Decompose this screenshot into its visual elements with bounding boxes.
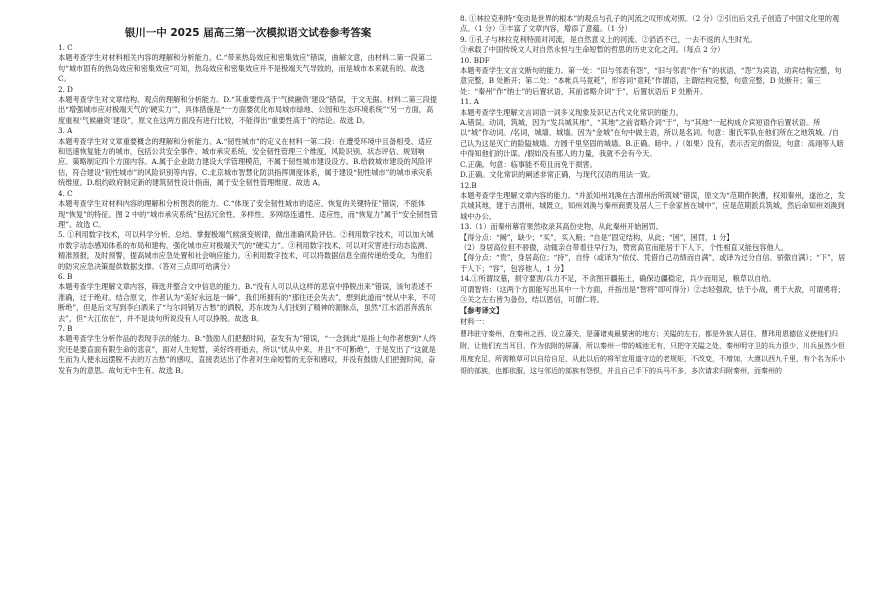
left-answer-line: 1. C bbox=[58, 43, 73, 52]
left-column bbox=[58, 26, 438, 376]
right-paragraph: 材料一： bbox=[460, 316, 489, 326]
right-paragraph: 8. ①林拉克利特“变动是世界的根本”的观点与孔子的河流之叹形成对照。（2 分）②引出后文孔子创造了中国文化里的观点。（1 分）③丰富了文章内容，增添了意蕴。（1 分） bbox=[460, 14, 840, 34]
left-paragraph: 本题考查学生对文章结构、观点的理解和分析能力。D.“其重要性高于‘气候融资’建设”错误，于文无据。材料二第三段提出“增强城市应对极端天气的‘硬实力’”，具体措施是“一方面要优化布局城市绿地、公园和生态环境系统”“另一方面，高度重视‘气候融资’建设”，原文在这两方面没有进行比较，不能得出“重要性高于”的结论。故选 D。 bbox=[58, 95, 438, 125]
left-paragraph: 本题考查学生对材料内容的理解和分析图表的能力。C.“体现了安全韧性城市的适应、恢复的关键特征”错误，不能体现“恢复”的特征。图 2 中的“城市承灾系统”包括冗余性、多样性、多网络连通性、适应性，而“恢复力”属于“安全韧性管理”。故选 C。 bbox=[58, 199, 438, 229]
left-answer-line: 3. A bbox=[58, 126, 73, 136]
right-paragraph: D.正确。文化常识的阐述非常正确，与现代汉语的用法一致。 bbox=[460, 170, 655, 180]
right-paragraph: ③承载了中国传统文人对自然永恒与生命短暂的哲思的历史文化之河。（每点 2 分） bbox=[460, 45, 725, 55]
left-answer-line: 6. B bbox=[58, 271, 73, 281]
right-section-heading: 【参考译文】 bbox=[460, 306, 504, 316]
left-paragraph: 本题考查学生对材料相关内容的理解和分析能力。C.“带来热岛效应和密集效应”错误，曲解文意，由材料二第一段第二句“城市固有的热岛效应和密集效应”可知，热岛效应和密集效应并不是极端天气导致的，而是城市本来就有的。故选 C。 bbox=[58, 53, 433, 84]
right-paragraph: 可谓智将：（这两个方面能写出其中一个方面，并指出是“智将”即可得分）②志轻强敌，怯于小战，勇于大敌，可谓勇将；③关之左右皆为备份，结以恩信，可谓仁将。 bbox=[460, 284, 845, 304]
page-title: 银川一中 2025 届高三第一次模拟语文试卷参考答案 bbox=[124, 27, 372, 39]
right-paragraph: 【得分点：“贵”，身居高位；“持”，自恃（或译为“依仗、凭借自己功绩而自满”，或译为过分自信、骄傲自满）；“下”，居于人下；“容”，包容他人，1 分】 bbox=[460, 253, 846, 273]
left-paragraph: 本题考查学生理解文章内容，筛选并整合文中信息的能力。B.“没有人可以从这样的悲哀中挣脱出来”错误，该句表述不准确，过于绝对。结合原文，作者认为“美好永远是一瞬”，我们所拥有的“那往还会失去”，想到此道而“恍从中来，不可断绝”，但是后文写到李白洒来了“与尔同销万古愁”的洒脱，苏东坡为人们找到了精神的源脉点，虽然“江水滔滔奔流东去”，但“大江依在”，并不是谈句所说没有人可以挣脱。故选 B。 bbox=[58, 282, 436, 323]
right-paragraph: 本题考查学生理解文章内容的能力。“并派知州刘渙在古渭州治所筑城”错误，原文为“范期作陕漕，权知秦州，遂治之，发兵城其地，建于古渭州，城既立，知州刘渙与秦州商贾及居人三千余家皆在城中”，应是范期派兵筑城，然后命知州刘渙到城中办公。 bbox=[460, 190, 845, 221]
left-answer-line: 7. B bbox=[58, 323, 73, 333]
right-paragraph: C.正确。句意：临事能不苟且而免于损害。 bbox=[460, 159, 597, 169]
right-items bbox=[460, 14, 846, 377]
left-answer-line: 2. D bbox=[58, 84, 73, 94]
right-paragraph: 本题考查学生理解文言词语一词多义现象及识记古代文化常识的能力。 bbox=[460, 107, 683, 117]
right-paragraph: A.错误。动词，筑城，因为“发兵城其地”，“其地”之前省略介词“于”，与“其地”一起构成介宾短语作后置状语。所以“城”作动词。/名词，城墙、城墙。因为“金城”在句中做主语，所以是名词。句意：谢氏军队在他们所在之地筑城。/自己认为这是灭亡的险隘城墙。方圆千里坚固的城墙。B.正确。暗中。/（如果）没有，表示否定的假设，句意：高翊等人暗中得知他们的计谋。/假如没有那人的力量，我就不会有今天。 bbox=[460, 118, 844, 159]
right-paragraph: 9. ①孔子与林拉克利特面对河流，是自然意义上的河流。②滔滔不已，一去不返的人生时光。 bbox=[460, 34, 757, 44]
right-translation-text: 曹玮驻守秦州，在秦州之西，设立藩关，是藩诸夷最要害的地方；关隘的左右，都是外族人居住，曹玮用恩德信义使他们归附，让他们充当耳目，作为依附的屏藩，所以秦州一带的城池无有，只把守关隘之处，秦州明守卫的兵力很少，川兵虽然少但用度充足，所需粮草可以自给自足，从此以后的将军宜用道守边的老规矩，不改变，不增加，大漠以西九千里，有个名为乐小哥的部族，也都依服，这与邻近的部族有怨恨，并且自己手下的兵马不多，多次请求归附秦州，而秦州的 bbox=[460, 330, 845, 375]
right-paragraph: 【得分点：“阙”，缺少；“买”，买入粮；“自是”固定结构，从此；“困”，困罚，1 分】 bbox=[460, 232, 734, 242]
left-paragraph: 5. ①利用数字技术，可以科学分析、总结、掌握极端气候演变规律，做出准确风险评估。②利用数字技术，可以加大城市数字动态感知体系的布局和建构，强化城市应对极端天气的“硬实力”。③利用数字技术，可以对灾害进行动态监测、精准预报，及时预警，提高城市应急处置和社会响应能力。④利用数字技术，可以将数据信息全面传递给受众，为他们的防灾应急决策提供数据支撑。（答对三点即可给满分） bbox=[58, 230, 434, 271]
right-answer-line: 11. A bbox=[460, 97, 479, 107]
right-paragraph: 14.①所谓坟墓，损守要害/兵力不足，不贪图开疆拓土，确保边疆稳定，兵少而用足，粮草以自给。 bbox=[460, 274, 776, 284]
left-paragraph: 本题考查学生分析作品的表现手法的能力。B.“鼓励人们把握时间，奋发有为”错误，“一念到此”是指上句作者想到“人终究还是要直面有限生命的悲哀”，面对人生短暂，美好终将逝去，所以“忧从中来，并且“不可断绝”，于是发出了“这就是生而为人便永远摆脱不去的万古愁”的感叹，直接表达出了作者对生命短暂的无奈和感叹，并没有鼓励人们把握时间，奋发有为的意思。故句无中生有。故选 B。 bbox=[58, 334, 437, 375]
right-column bbox=[460, 14, 846, 377]
left-answer-line: 4. C bbox=[58, 188, 73, 198]
right-paragraph: 本题考查学生文言文断句的能力。第一处：“旧与邻表有怨”，“旧与邻表”作“有”的状语，“怨”为宾语，动宾结构完整，句意完整，B 处断开；第二处：“本帐兵马竟耗”，形容词“竟耗”作谓语，主谓结构完整，句意完整，D 处断开；第三处：“秦州”作“纳士”的后置状语，其前省略介词“于”，后置状语后 F 处断开。 bbox=[460, 66, 842, 96]
left-paragraph: 本题考查学生对文章重要概念的理解和分析能力。A.“韧性城市”的定义在材料一第二段：在遭受环境中且备相受、适应和迅速恢复能力的城市，包括公共安全事件、城市承灾系统、安全韧性管理三个维度，风险识别、状态评估、规划响应、策略制定四个方面内容。A.属于企业助力建设大学管理模范，不属于韧性城市建设设方。B.给救城市建设的风险评估，符合建设“韧性城市”的风险识别等内容。C.北京城市智慧化防洪指挥调度体系，属于建设“韧性城市”的城市承灾系统维度。D.组约政府制定新的建筑韧性设计指南，属于安全韧性管理维度。故选 A。 bbox=[58, 136, 433, 188]
right-answer-line: 10. BDF bbox=[460, 55, 490, 65]
right-answer-line: 12.B bbox=[460, 180, 477, 190]
right-paragraph: （2）身居高位但不骄傲，动辄亲自带着往早行为，赞赏高官而能居于下人下，个性相直又能包容他人。 bbox=[460, 242, 789, 252]
left-items bbox=[58, 43, 438, 376]
right-paragraph: 13.（1）而秦州幕官果然收录其高份史物，从此秦州开始困罚。 bbox=[460, 222, 663, 232]
